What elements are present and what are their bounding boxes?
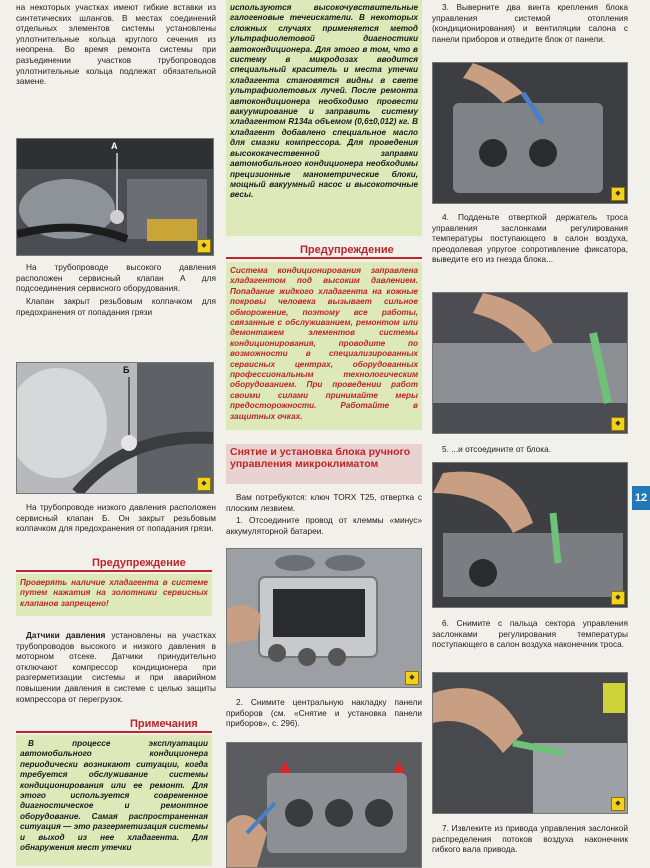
- warning-heading-middle: Предупреждение: [300, 244, 394, 256]
- warning-rule-left: [16, 570, 212, 572]
- step-3: 3. Выверните два винта крепления блока управления системой отопления (кондиционирования) и вентиляции салона с панели приборов и отведите блок от панели.: [432, 2, 628, 44]
- notes-box: [16, 735, 212, 866]
- warning-text-middle: Система кондиционирования заправлена хладагентом под высоким давлением. Попадание жидкого хладагента на кожные покровы человека вызывает сильное обморожение, поэтому все работы, связанные с обслуживанием, ремонтом или демонтажем элементов системы кондиционирования, проводите по возможности в специализированных сервисных центрах, оборудованных профессиональным технологическим оборудованием. При проведении работ своими силами принимайте меры предосторожности. Работайте в защитных очках.: [230, 266, 418, 421]
- photo-dashboard-trim: [226, 548, 422, 688]
- page-number-tab: 12: [632, 486, 650, 510]
- warning-heading-left: Предупреждение: [92, 557, 186, 569]
- caption-low-pressure: На трубопроводе низкого давления расположен сервисный клапан Б. Он закрыт резьбовым колпачком для предохранения от попадания грязи.: [16, 502, 216, 534]
- tools-needed: Вам потребуются: ключ TORX T25, отвертка с плоским лезвием.: [226, 492, 422, 513]
- warning-rule-middle: [226, 257, 422, 259]
- photo-unscrew: [432, 62, 628, 204]
- step-5: 5. ...и отсоедините от блока.: [442, 444, 552, 454]
- photo-climate-unit: [226, 742, 422, 868]
- notes-continued-text: используются высокочувствительные галогеновые течеискатели. В некоторых сложных случаях применяется метод ультрафиолетовой диагностики автокондиционера. Для этого в том, что в систему в микродозах вводится специальный краситель и места утечки хладагента становятся видны в свете ультрафиолетовых лучей. После ремонта автокондиционера необходимо провести вакуумирование и заправить систему хладагентом R134a объемом (0,6±0,012) кг. В хладагент добавлено специальное масло для смазки компрессора. Для проведения высококачественной заправки автомобильного кондиционера необходимы прецизионные манометрические блоки, мощный вакуумный насос и высокоточные весы.: [230, 3, 418, 200]
- sensors-paragraph: [16, 630, 216, 704]
- camera-marker-icon: ◆: [611, 417, 625, 431]
- step-1: 1. Отсоедините провод от клеммы «минус» аккумуляторной батареи.: [226, 515, 422, 536]
- warning-text-left: Проверять наличие хладагента в системе путем нажатия на золотники сервисных клапанов запрещено!: [20, 578, 208, 608]
- step-4: 4. Подденьте отверткой держатель троса управления заслонками регулирования температуры поступающего в салон воздуха, преодолевая упругое сопротивление фиксатора, выведите его из гнезда блока...: [432, 212, 628, 265]
- step-7: 7. Извлеките из привода управления заслонкой распределения потоков воздуха наконечник гибкого вала привода.: [432, 823, 628, 855]
- warning-box-middle: [226, 262, 422, 430]
- notes-heading: Примечания: [130, 718, 198, 730]
- notes-rule: [16, 731, 212, 733]
- photo-label-a: А: [111, 141, 118, 151]
- photo-cable-holder: [432, 292, 628, 434]
- notes-text: В процессе эксплуатации автомобильного кондиционера периодически возникают ситуации, когда требуется обслуживание системы кондиционирования или ее ремонт. Для этого используется современное диагностическое и ремонтное оборудование. Самая распространенная ситуация — это разгерметизация системы и выход из нее хладагента. Для обнаружения мест утечки: [20, 739, 208, 853]
- section-heading-box: [226, 444, 422, 484]
- step-2: 2. Снимите центральную накладку панели приборов (см. «Снятие и установка панели приборов», с. 296).: [226, 697, 422, 729]
- photo-engine-high-pressure: [16, 138, 214, 256]
- intro-paragraph: на некоторых участках имеют гибкие вставки из синтетических шлангов. В местах соединений отдельных элементов системы установлены уплотнительные кольца круглого сечения из неопрена. Во время ремонта системы при разъединении участков трубопроводов уплотнительные кольца подлежат обязательной замене.: [16, 2, 216, 87]
- photo-disconnect: [432, 462, 628, 608]
- step-6: 6. Снимите с пальца сектора управления заслонками регулирования температуры поступающего в салон воздуха наконечник троса.: [432, 618, 628, 650]
- camera-marker-icon: ◆: [197, 477, 211, 491]
- section-title: Снятие и установка блока ручного управления микроклиматом: [230, 446, 411, 470]
- sensors-text: установлены на участках трубопроводов высокого и низкого давления в моторном отсеке. Датчики принудительно отключают компрессор кондиционера при разгерметизации системы и при аварийном повышении давления в системе с целью защиты компрессора от перегрузок.: [16, 630, 216, 704]
- camera-marker-icon: ◆: [405, 671, 419, 685]
- camera-marker-icon: ◆: [197, 239, 211, 253]
- caption-high-pressure: На трубопроводе высокого давления расположен сервисный клапан А для подсоединения сервисного оборудования.: [16, 262, 216, 294]
- photo-low-pressure: [16, 362, 214, 494]
- notes-continued-box: [226, 0, 422, 236]
- sensors-bold: Датчики давления: [26, 630, 106, 640]
- photo-cable-tip: [432, 672, 628, 814]
- camera-marker-icon: ◆: [611, 797, 625, 811]
- photo-label-b: Б: [123, 365, 130, 375]
- camera-marker-icon: ◆: [611, 187, 625, 201]
- caption-cap: Клапан закрыт резьбовым колпачком для предохранения от попадания грязи: [16, 296, 216, 317]
- camera-marker-icon: ◆: [611, 591, 625, 605]
- warning-box-left: [16, 574, 212, 616]
